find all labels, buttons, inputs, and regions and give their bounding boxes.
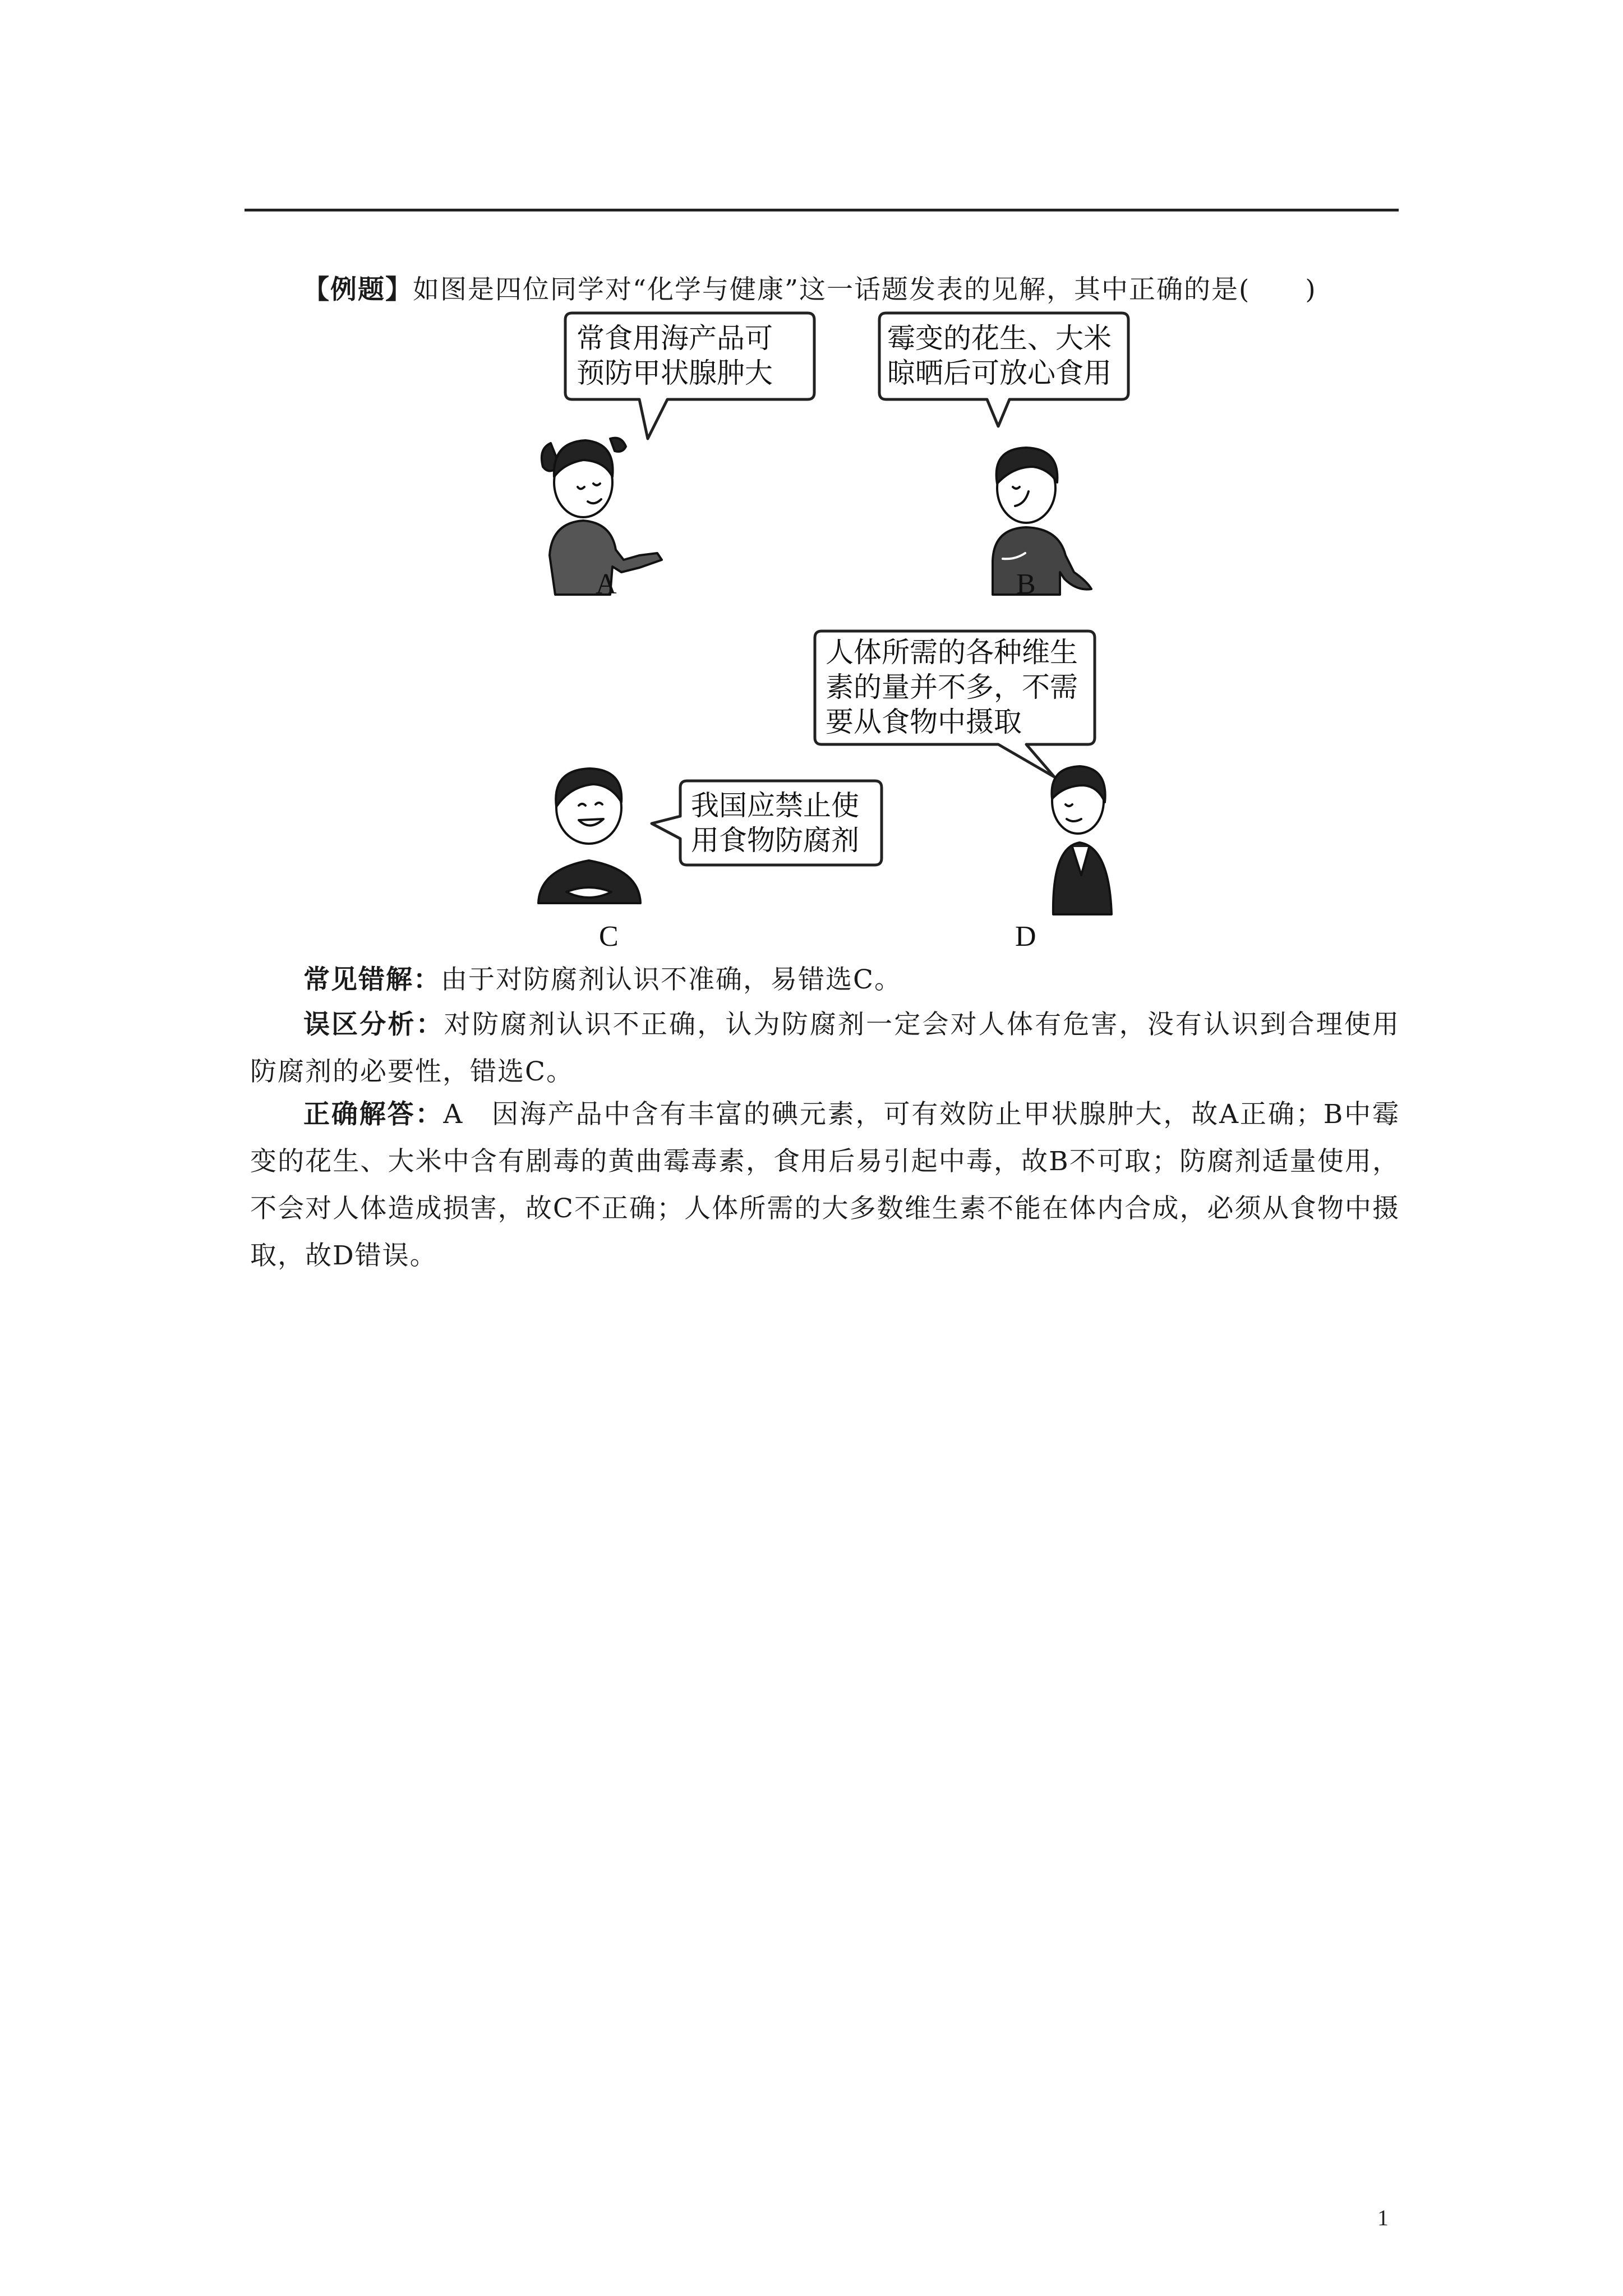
bubble-c-line: 我国应禁止使 <box>691 789 859 822</box>
error-analysis <box>250 1001 1400 1096</box>
person-d-figure <box>1052 766 1112 914</box>
example-question <box>303 266 1402 314</box>
label-d: D <box>1015 921 1036 953</box>
correct-answer <box>250 1091 1400 1280</box>
label-c: C <box>599 921 619 953</box>
answer-text: A 因海产品中含有丰富的碘元素，可有效防止甲状腺肿大，故A正确；B中霉变的花生、大米中含有剧毒的黄曲霉毒素，食用后易引起中毒，故B不可取；防腐剂适量使用，不会对人体造成损害，故C不正确；人体所需的大多数维生素不能在体内合成，必须从食物中摄取，故D错误。 <box>250 1099 1400 1271</box>
bubble-b-text <box>887 321 1112 390</box>
illustration-four-students <box>527 309 1178 965</box>
example-text: 如图是四位同学对“化学与健康”这一话题发表的见解，其中正确的是( ) <box>413 274 1317 305</box>
bubble-c-text <box>691 788 859 858</box>
common-error <box>250 956 1400 1004</box>
analysis-text: 对防腐剂认识不正确，认为防腐剂一定会对人体有危害，没有认识到合理使用防腐剂的必要性，错选C。 <box>250 1009 1400 1087</box>
label-a: A <box>596 568 617 600</box>
bubble-d-line: 要从食物中摄取 <box>826 706 1022 738</box>
answer-label: 正确解答： <box>303 1099 444 1130</box>
page-number: 1 <box>1377 2205 1389 2230</box>
person-c-figure <box>538 769 640 903</box>
analysis-label: 误区分析： <box>303 1009 444 1040</box>
bubble-a-line: 预防甲状腺肿大 <box>577 357 773 389</box>
bubble-a-text <box>577 321 773 390</box>
header-rule <box>245 209 1399 211</box>
bubble-b-line: 晾晒后可放心食用 <box>887 357 1112 389</box>
person-b-figure <box>993 448 1091 595</box>
common-error-label: 常见错解： <box>303 964 441 995</box>
common-error-text: 由于对防腐剂认识不准确，易错选C。 <box>441 964 902 995</box>
bubble-b-line: 霉变的花生、大米 <box>887 322 1112 355</box>
bubble-d-line: 人体所需的各种维生 <box>826 636 1078 669</box>
bubble-d-text <box>826 635 1078 739</box>
label-b: B <box>1016 568 1036 600</box>
bubble-a-line: 常食用海产品可 <box>577 322 773 355</box>
example-label: 【例题】 <box>303 274 413 305</box>
bubble-d-line: 素的量并不多，不需 <box>826 671 1078 703</box>
bubble-c-line: 用食物防腐剂 <box>691 824 859 857</box>
